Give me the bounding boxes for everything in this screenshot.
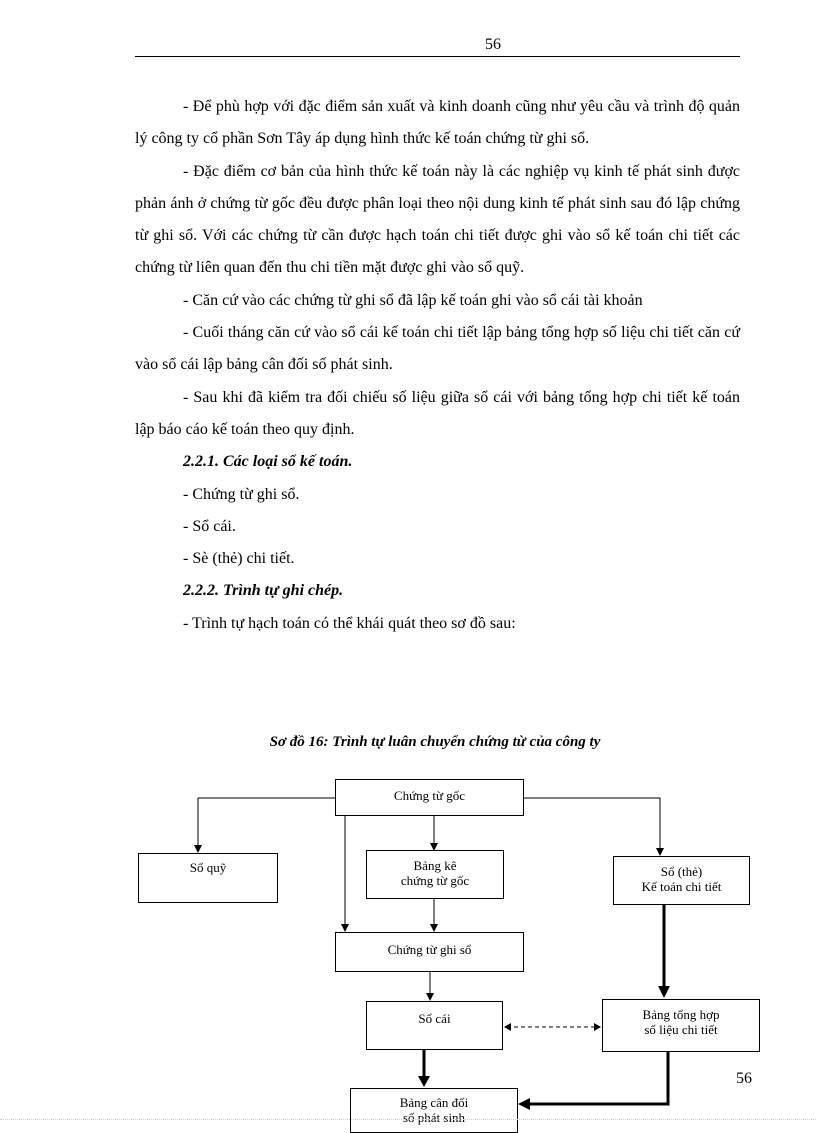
list-item: - Chứng từ ghi sổ. [183,485,300,503]
diagram-title: Sơ đồ 16: Trình tự luân chuyển chứng từ của công ty [269,734,601,750]
box-detail-summary: Bảng tổng hợp số liệu chi tiết [602,999,760,1052]
paragraph: - Để phù hợp với đặc điểm sản xuất và kinh doanh cũng như yêu cầu và trình độ quản lý công ty cổ phần Sơn Tây áp dụng hình thức kế toán chứng từ ghi sổ. [135,98,740,148]
page-bottom-edge [0,1119,816,1120]
paragraph: - Cuối tháng căn cứ vào sổ cái kế toán chi tiết lập bảng tổng hợp số liệu chi tiết căn cứ vào sổ cái lập bảng cân đối số phát sinh. [135,324,740,374]
section-heading: 2.2.2. Trình tự ghi chép. [183,582,344,600]
box-balance-sheet: Bảng cân đối số phát sinh [350,1088,518,1133]
list-item: - Sè (thẻ) chi tiết. [183,550,295,568]
list-item: - Trình tự hạch toán có thể khái quát theo sơ đồ sau: [183,614,516,632]
arrow-detail-summary-to-balance [528,1052,668,1104]
footer-page-number: 56 [736,1070,752,1087]
arrow-to-cash-book [198,798,335,852]
paragraph: - Sau khi đã kiểm tra đối chiếu số liệu giữa sổ cái với bảng tổng hợp chi tiết kế toán lập báo cáo kế toán theo quy định. [135,388,740,438]
paragraph: - Căn cứ vào các chứng từ ghi sổ đã lập kế toán ghi vào sổ cái tài khoản [183,291,643,309]
box-source-documents: Chứng từ gốc [335,779,524,816]
box-detail-ledger: Sổ (thẻ) Kế toán chi tiết [613,856,750,905]
list-item: - Sổ cái. [183,517,236,535]
header-page-number: 56 [485,36,501,53]
box-cash-book: Sổ quỹ [138,853,278,903]
paragraph: - Đặc điểm cơ bản của hình thức kế toán này là các nghiệp vụ kinh tế phát sinh được phản ánh ở chứng từ gốc đều được phân loại theo nội dung kinh tế phát sinh sau đó lập chứng từ ghi sổ. Với các chứng từ cần được hạch toán chi tiết được ghi vào sổ kế toán chi tiết các chứng từ liên quan đến thu chi tiền mặt được ghi vào sổ quỹ. [135,162,740,277]
section-heading: 2.2.1. Các loại sổ kế toán. [183,453,353,471]
box-source-summary: Bảng kê chứng từ gốc [366,850,504,899]
arrow-to-detail-ledger [524,798,660,855]
box-general-ledger: Sổ cái [366,1001,503,1050]
box-voucher: Chứng từ ghi sổ [335,932,524,972]
